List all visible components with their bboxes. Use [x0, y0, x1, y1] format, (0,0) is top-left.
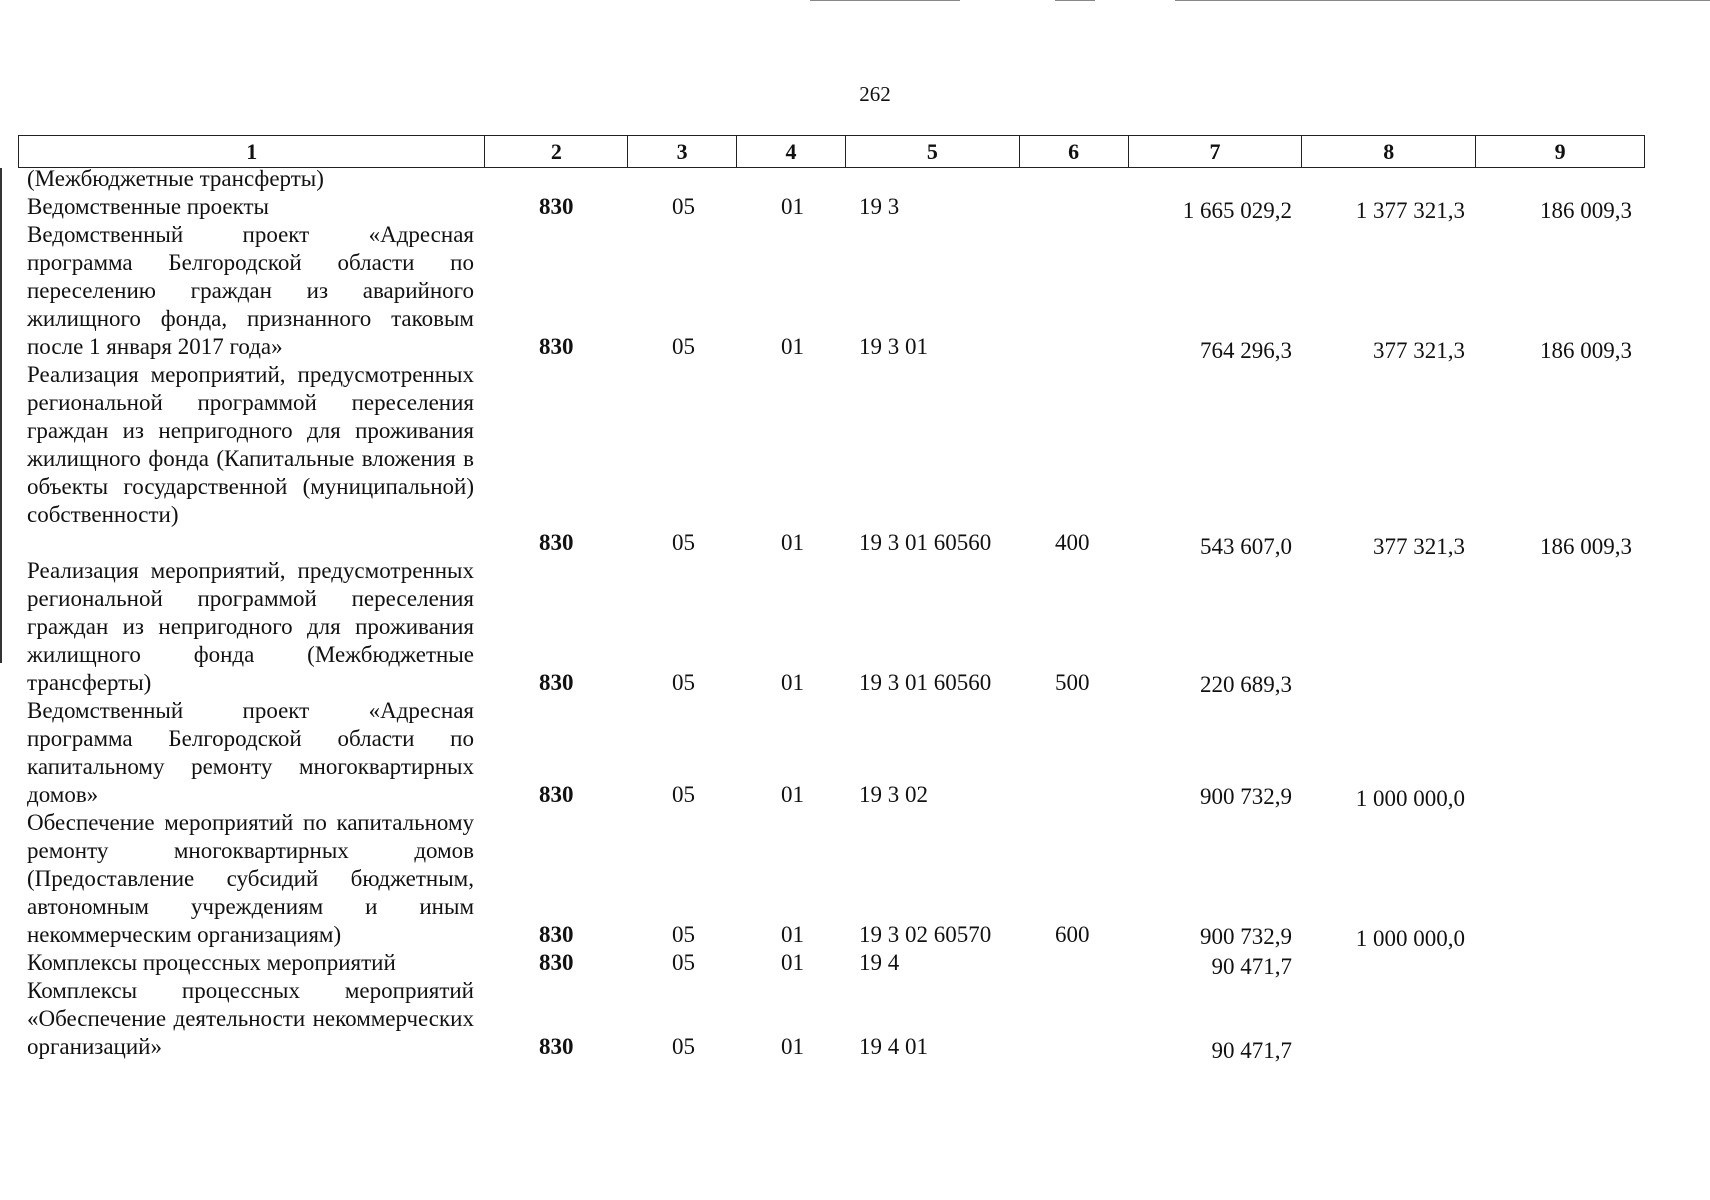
row-amount-1: 1 665 029,2 [1182, 198, 1292, 223]
row-name: Комплексы процессных мероприятий [27, 950, 396, 975]
row-expense-type: 400 [1055, 530, 1090, 555]
row-amount-2: 1 377 321,3 [1355, 198, 1465, 223]
row-name: (Межбюджетные трансферты) [27, 166, 324, 191]
header-col-5: 5 [846, 136, 1020, 167]
row-code: 830 [539, 922, 574, 947]
row-name: Комплексы процессных мероприятий «Обеспечение деятельности некоммерческих организаций» [27, 978, 474, 1059]
row-amount-2: 1 000 000,0 [1355, 786, 1465, 811]
header-col-1: 1 [19, 136, 485, 167]
row-target: 19 4 [859, 950, 900, 975]
row-amount-1: 900 732,9 [1200, 924, 1292, 949]
row-amount-2: 377 321,3 [1373, 534, 1465, 559]
row-code: 830 [539, 782, 574, 807]
scan-artifact [1055, 0, 1095, 1]
row-target: 19 3 01 60560 [859, 670, 992, 695]
row-subsection: 01 [781, 334, 804, 359]
row-target: 19 3 02 [859, 782, 928, 807]
row-code: 830 [539, 670, 574, 695]
row-section: 05 [672, 530, 695, 555]
row-subsection: 01 [781, 782, 804, 807]
row-amount-2: 377 321,3 [1373, 338, 1465, 363]
row-amount-3: 186 009,3 [1540, 534, 1632, 559]
row-subsection: 01 [781, 530, 804, 555]
row-amount-3: 186 009,3 [1540, 198, 1632, 223]
row-target: 19 4 01 [859, 1034, 928, 1059]
row-subsection: 01 [781, 950, 804, 975]
row-section: 05 [672, 922, 695, 947]
row-section: 05 [672, 194, 695, 219]
row-expense-type: 600 [1055, 922, 1090, 947]
row-section: 05 [672, 950, 695, 975]
row-section: 05 [672, 334, 695, 359]
row-name: Ведомственные проекты [27, 194, 269, 219]
row-target: 19 3 01 [859, 334, 928, 359]
row-section: 05 [672, 782, 695, 807]
row-amount-3: 186 009,3 [1540, 338, 1632, 363]
row-amount-1: 90 471,7 [1211, 1038, 1292, 1063]
row-code: 830 [539, 334, 574, 359]
row-subsection: 01 [781, 922, 804, 947]
scan-artifact [1175, 0, 1710, 1]
row-code: 830 [539, 530, 574, 555]
row-amount-1: 90 471,7 [1211, 954, 1292, 979]
scan-artifact [810, 0, 960, 1]
row-amount-2: 1 000 000,0 [1355, 926, 1465, 951]
row-target: 19 3 [859, 194, 900, 219]
row-code: 830 [539, 194, 574, 219]
row-section: 05 [672, 1034, 695, 1059]
page-number: 262 [859, 82, 891, 106]
header-col-7: 7 [1129, 136, 1303, 167]
row-amount-1: 900 732,9 [1200, 784, 1292, 809]
row-name: Реализация мероприятий, предусмотренных региональной программой переселения граждан из непригодного для проживания жилищного фонда (Межбюджетные трансферты) [27, 558, 474, 695]
header-col-2: 2 [485, 136, 628, 167]
row-code: 830 [539, 1034, 574, 1059]
row-target: 19 3 02 60570 [859, 922, 992, 947]
row-subsection: 01 [781, 1034, 804, 1059]
row-name: Обеспечение мероприятий по капитальному ремонту многоквартирных домов (Предоставление субсидий бюджетным, автономным учреждениям и иным некоммерческим организациям) [27, 810, 474, 947]
row-name: Ведомственный проект «Адресная программа Белгородской области по капитальному ремонту многоквартирных домов» [27, 698, 474, 807]
row-name: Ведомственный проект «Адресная программа Белгородской области по переселению граждан из аварийного жилищного фонда, признанного таковым после 1 января 2017 года» [27, 222, 474, 359]
row-code: 830 [539, 950, 574, 975]
header-col-8: 8 [1302, 136, 1476, 167]
row-target: 19 3 01 60560 [859, 530, 992, 555]
table-header [18, 135, 1645, 168]
header-col-6: 6 [1020, 136, 1129, 167]
header-col-4: 4 [737, 136, 846, 167]
row-section: 05 [672, 670, 695, 695]
row-amount-1: 220 689,3 [1200, 672, 1292, 697]
row-subsection: 01 [781, 670, 804, 695]
row-expense-type: 500 [1055, 670, 1090, 695]
row-amount-1: 543 607,0 [1200, 534, 1292, 559]
row-amount-1: 764 296,3 [1200, 338, 1292, 363]
row-name: Реализация мероприятий, предусмотренных региональной программой переселения граждан из непригодного для проживания жилищного фонда (Капитальные вложения в объекты государственной (муниципальной) собственности) [27, 362, 474, 527]
header-col-9: 9 [1554, 138, 1566, 164]
header-col-3: 3 [628, 136, 737, 167]
left-border [0, 168, 2, 663]
row-subsection: 01 [781, 194, 804, 219]
